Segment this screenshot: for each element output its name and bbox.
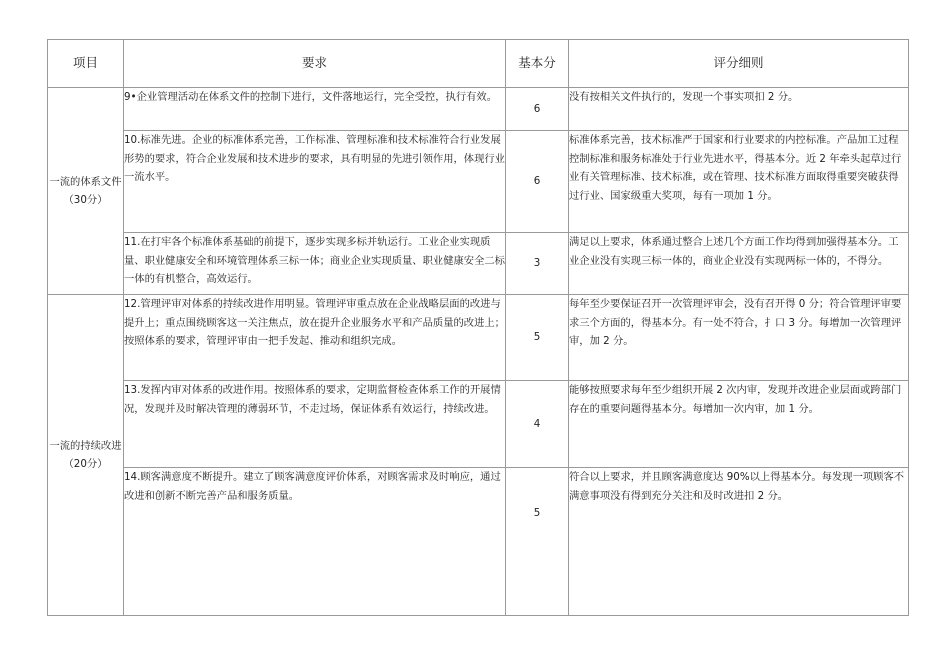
score-cell: 6 [506,131,569,233]
requirement-cell: 9•企业管理活动在体系文件的控制下进行，文件落地运行，完全受控，执行有效。 [124,88,506,131]
score-cell: 4 [506,381,569,468]
table-row [48,88,909,131]
score-cell: 6 [506,88,569,131]
scoring-table [47,39,909,616]
score-cell: 5 [506,468,569,616]
detail-cell: 满足以上要求，体系通过整合上述几个方面工作均得到加强得基本分。工业企业没有实现三标一体的，商业企业没有实现两标一体的，不得分。 [569,233,909,295]
detail-cell: 没有按相关文件执行的，发现一个事实项扣 2 分。 [569,88,909,131]
header-item: 项目 [48,40,124,88]
score-cell: 5 [506,295,569,381]
requirement-cell: 11.在打牢各个标准体系基础的前提下，逐步实现多标并轨运行。工业企业实现质量、职业健康安全和环境管理体系三标一体；商业企业实现质量、职业健康安全二标一体的有机整合，高效运行。 [124,233,506,295]
table-row [48,381,909,468]
table-row [48,131,909,233]
table-row [48,468,909,616]
detail-cell: 每年至少要保证召开一次管理评审会，没有召开得 0 分；符合管理评审要求三个方面的，得基本分。有一处不符合，扌口 3 分。每增加一次管理评审，加 2 分。 [569,295,909,381]
group-label-continuous-improvement: 一流的持续改进（20分） [48,295,124,616]
requirement-cell: 13.发挥内审对体系的改进作用。按照体系的要求，定期监督检查体系工作的开展情况，发现并及时解决管理的薄弱环节，不走过场，保证体系有效运行，持续改进。 [124,381,506,468]
header-detail: 评分细则 [569,40,909,88]
requirement-cell: 10.标准先进。企业的标准体系完善，工作标准、管理标准和技术标准符合行业发展形势的要求，符合企业发展和技术进步的要求，具有明显的先进引领作用，体现行业一流水平。 [124,131,506,233]
detail-cell: 能够按照要求每年至少组织开展 2 次内审，发现并改进企业层面或跨部门存在的重要问题得基本分。每增加一次内审，加 1 分。 [569,381,909,468]
group-label-system-documents: 一流的体系文件（30分） [48,88,124,295]
requirement-cell: 12.管理评审对体系的持续改进作用明显。管理评审重点放在企业战略层面的改进与提升上；重点围绕顾客这一关注焦点，放在提升企业服务水平和产品质量的改进上；按照体系的要求，管理评审由一把手发起、推动和组织完成。 [124,295,506,381]
header-requirement: 要求 [124,40,506,88]
table-row [48,233,909,295]
detail-cell: 符合以上要求，并且顾客满意度达 90%以上得基本分。每发现一项顾客不满意事项没有得到充分关注和及时改进扣 2 分。 [569,468,909,616]
requirement-cell: 14.顾客满意度不断提升。建立了顾客满意度评价体系，对顾客需求及时响应，通过改进和创新不断完善产品和服务质量。 [124,468,506,616]
header-score: 基本分 [506,40,569,88]
detail-cell: 标准体系完善，技术标准严于国家和行业要求的内控标准。产品加工过程控制标准和服务标准处于行业先进水平，得基本分。近 2 年牵头起草过行业有关管理标准、技术标准，或在管理、技术标准方面取得重要突破获得过行业、国家级重大奖项，每有一项加 1 分。 [569,131,909,233]
table-header-row [48,40,909,88]
score-cell: 3 [506,233,569,295]
table-row [48,295,909,381]
